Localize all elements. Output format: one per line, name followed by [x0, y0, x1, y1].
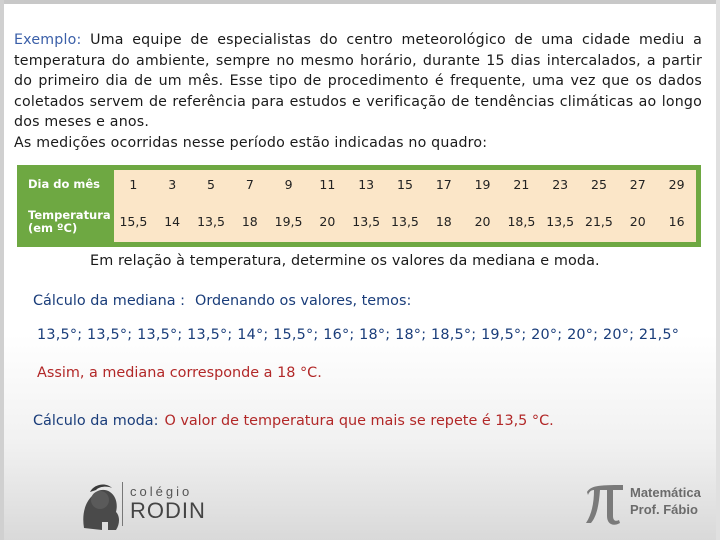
slide-top-border — [0, 0, 720, 4]
intro-paragraph — [14, 30, 702, 153]
row-header-temperature-line1: Temperatura — [28, 208, 111, 222]
temp-cell: 13,5 — [546, 213, 575, 229]
day-cell: 25 — [591, 176, 607, 192]
day-cell: 1 — [129, 176, 138, 192]
subject-name: Matemática — [630, 485, 701, 500]
logo-divider — [122, 482, 123, 526]
temp-cell: 13,5 — [197, 213, 225, 229]
temp-cell: 18,5 — [507, 213, 536, 229]
day-cell: 15 — [397, 176, 413, 192]
day-cell: 21 — [513, 176, 530, 192]
median-label: Cálculo da mediana : — [33, 293, 185, 309]
table-row-days — [22, 170, 696, 198]
intro-second-line: As medições ocorridas nesse período estão indicadas no quadro: — [14, 134, 488, 151]
day-cell: 13 — [358, 176, 375, 192]
median-intro: Ordenando os valores, temos: — [195, 293, 412, 309]
mode-line — [33, 413, 554, 429]
mode-result: O valor de temperatura que mais se repete é 13,5 °C. — [164, 413, 554, 429]
temp-cell: 19,5 — [274, 213, 303, 229]
temp-cell: 18 — [435, 213, 452, 229]
day-cell: 3 — [168, 176, 177, 192]
subject-caption — [630, 484, 701, 518]
day-cell: 29 — [668, 176, 685, 192]
day-cell: 19 — [474, 176, 491, 192]
temp-cell: 18 — [241, 213, 258, 229]
temp-cell: 13,5 — [352, 213, 381, 229]
day-cell: 17 — [435, 176, 452, 192]
row-header-days: Dia do mês — [22, 170, 114, 198]
subject-logo — [585, 482, 715, 532]
temp-cell: 20 — [474, 213, 491, 229]
slide-left-border — [0, 0, 4, 540]
pi-icon — [585, 482, 625, 526]
sorted-values: 13,5°; 13,5°; 13,5°; 13,5°; 14°; 15,5°; 16°; 18°; 18°; 18,5°; 19,5°; 20°; 20°; 20°; 21,5° — [37, 327, 680, 343]
temp-cell: 13,5 — [391, 213, 419, 229]
median-result: Assim, a mediana corresponde a 18 °C. — [37, 365, 322, 381]
example-label: Exemplo: — [14, 32, 82, 48]
day-cell: 11 — [319, 176, 336, 192]
school-logo — [78, 478, 338, 538]
temp-cell: 21,5 — [585, 213, 613, 229]
day-cell: 9 — [284, 176, 293, 192]
question-text: Em relação à temperatura, determine os valores da mediana e moda. — [90, 253, 600, 269]
slide-right-border — [716, 0, 720, 540]
median-heading — [33, 293, 411, 309]
day-cell: 5 — [207, 176, 215, 192]
temp-cell: 20 — [629, 213, 646, 229]
school-name-big: RODIN — [130, 498, 206, 523]
intro-body: Uma equipe de especialistas do centro meteorológico de uma cidade mediu a temperatura do ambiente, sempre no mesmo horário, durante 15 dias intercalados, a partir do primeiro dia de um mês. Esse tipo de procedimento é frequente, uma vez que os dados coletados servem de referência para estudos e verificação de tendências climáticas ao longo dos meses e anos. — [14, 32, 702, 130]
row-header-temperature-line2: (em ºC) — [28, 221, 78, 235]
mode-label: Cálculo da moda: — [33, 413, 159, 429]
lion-icon — [78, 478, 123, 536]
day-cell: 27 — [629, 176, 646, 192]
row-header-temperature — [22, 198, 114, 244]
teacher-name: Prof. Fábio — [630, 502, 698, 517]
school-name-small: colégio — [130, 484, 193, 499]
day-cell: 23 — [552, 176, 569, 192]
temp-cell: 16 — [668, 213, 685, 229]
table-row-temperatures — [22, 198, 696, 244]
day-cell: 7 — [245, 176, 254, 192]
temp-cell: 20 — [319, 213, 336, 229]
temperature-table — [17, 165, 701, 247]
temp-cell: 14 — [164, 213, 181, 229]
temp-cell: 15,5 — [119, 213, 148, 229]
